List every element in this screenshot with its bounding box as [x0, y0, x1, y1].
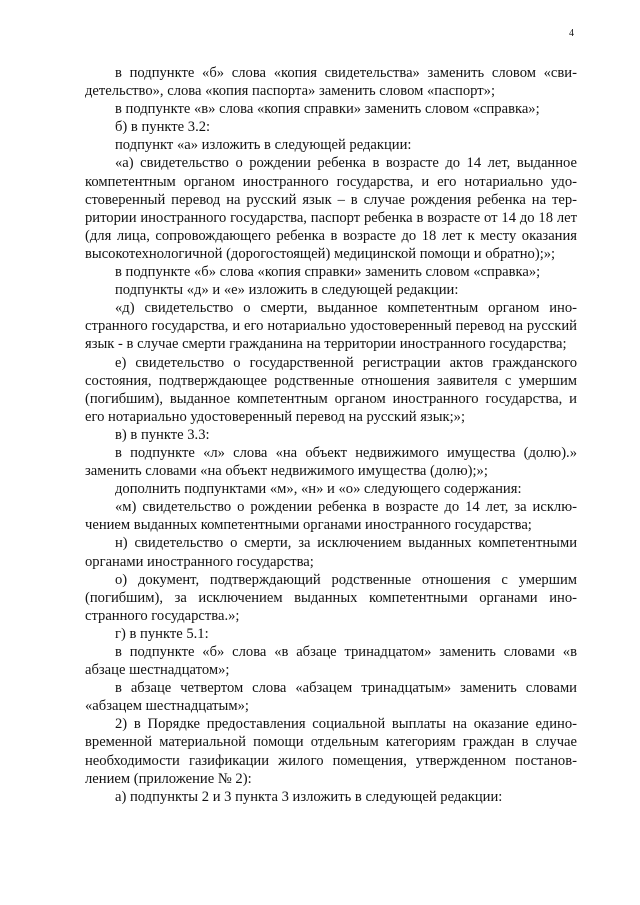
document-body — [85, 64, 577, 806]
paragraph: «м) свидетельство о рождении ребенка в возрасте до 14 лет, за исключением выданных компетентными органами иностранного государства; — [85, 499, 577, 534]
paragraph: 2) в Порядке предоставления социальной выплаты на оказание единовременной материальной помощи отдельным категориям граждан в случае необходимости газификации жилого помещения, утвержденном постановлением (приложение № 2): — [85, 716, 577, 787]
paragraph: в подпункте «б» слова «в абзаце тринадцатом» заменить словами «в абзаце шестнадцатом»; — [85, 644, 577, 679]
paragraph: подпункты «д» и «е» изложить в следующей редакции: — [115, 282, 459, 299]
paragraph: о) документ, подтверждающий родственные отношения с умершим (погибшим), за исключением выданных компетентными органами иностранного государства.»; — [85, 571, 577, 624]
paragraph: «а) свидетельство о рождении ребенка в возрасте до 14 лет, выданное компетентным органом иностранного государства, и его нотариально удостоверенный перевод на русский язык – в случае рождения ребенка на территории иностранного государства, паспорт ребенка в возрасте от 14 до 18 лет (для лица, сопровождающего ребенка в возрасте до 18 лет к месту оказания высокотехнологичной (дорогостоящей) медицинской помощи и обратно);»; — [85, 155, 577, 262]
paragraph: дополнить подпунктами «м», «н» и «о» следующего содержания: — [115, 481, 522, 498]
paragraph: «д) свидетельство о смерти, выданное компетентным органом иностранного государства, и его нотариально удостоверенный перевод на русский язык - в случае смерти гражданина на территории иностранного государства; — [85, 300, 577, 353]
paragraph: е) свидетельство о государственной регистрации актов гражданского состояния, подтверждающее родственные отношения заявителя с умершим (погибшим), выданное компетентным органом иностранного государства, и его нотариально удостоверенный перевод на русский язык;»; — [85, 354, 577, 425]
paragraph: в подпункте «в» слова «копия справки» заменить словом «справка»; — [115, 101, 540, 118]
paragraph: в подпункте «б» слова «копия справки» заменить словом «справка»; — [115, 264, 541, 281]
paragraph: в) в пункте 3.3: — [115, 426, 210, 443]
paragraph: в подпункте «л» слова «на объект недвижимого имущества (долю).» заменить словами «на объект недвижимого имущества (долю);»; — [85, 444, 577, 480]
paragraph: в абзаце четвертом слова «абзацем тринадцатым» заменить словами «абзацем шестнадцатым»; — [85, 680, 577, 715]
paragraph: в подпункте «б» слова «копия свидетельства» заменить словом «свидетельство», слова «копия паспорта» заменить словом «паспорт»; — [85, 65, 577, 100]
paragraph: г) в пункте 5.1: — [115, 625, 209, 642]
paragraph: подпункт «а» изложить в следующей редакции: — [115, 137, 412, 154]
page-number: 4 — [569, 28, 574, 39]
paragraph: н) свидетельство о смерти, за исключением выданных компетентными органами иностранного государства; — [85, 535, 577, 570]
paragraph: а) подпункты 2 и 3 пункта 3 изложить в следующей редакции: — [115, 788, 503, 805]
paragraph: б) в пункте 3.2: — [115, 119, 211, 136]
